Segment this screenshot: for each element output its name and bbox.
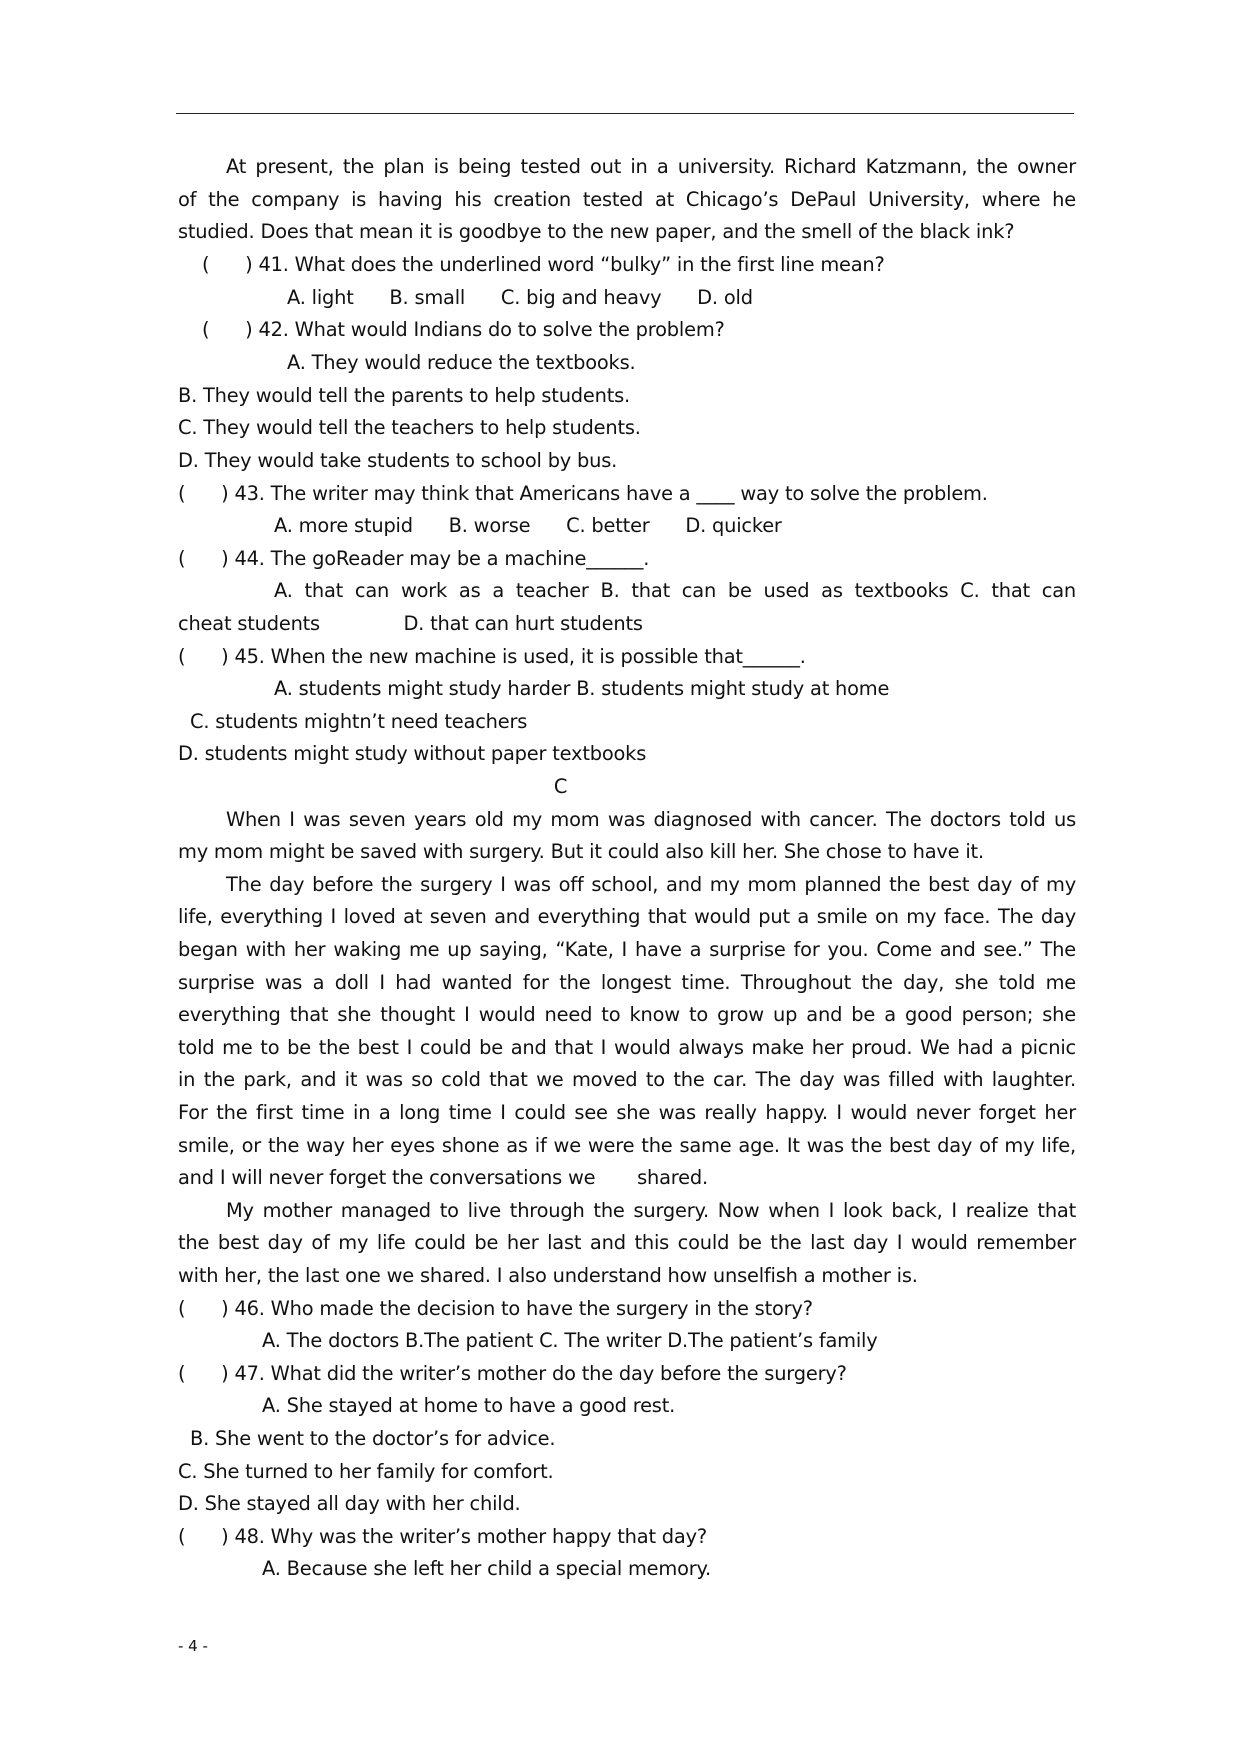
text-line: studied. Does that mean it is goodbye to the new paper, and the smell of the black ink? xyxy=(178,220,1015,243)
section-heading: C xyxy=(553,775,568,798)
text-line: ( ) 46. Who made the decision to have the surgery in the story? xyxy=(178,1297,813,1320)
text-line: ( ) 47. What did the writer’s mother do the day before the surgery? xyxy=(178,1362,847,1385)
text-line: C. They would tell the teachers to help students. xyxy=(178,416,641,439)
page-number: - 4 - xyxy=(178,1637,208,1655)
text-line: and I will never forget the conversations we shared. xyxy=(178,1166,708,1189)
text-line: ( ) 42. What would Indians do to solve the problem? xyxy=(202,318,725,341)
text-line: When I was seven years old my mom was diagnosed with cancer. The doctors told us xyxy=(226,808,1076,831)
text-line: ( ) 45. When the new machine is used, it is possible that______. xyxy=(178,645,806,668)
text-line: D. They would take students to school by bus. xyxy=(178,449,618,472)
text-line: ( ) 43. The writer may think that Americans have a ____ way to solve the problem. xyxy=(178,482,988,505)
text-line: A. students might study harder B. students might study at home xyxy=(274,677,890,700)
text-line: with her, the last one we shared. I also understand how unselfish a mother is. xyxy=(178,1264,918,1287)
header-rule xyxy=(176,113,1074,114)
text-line: B. They would tell the parents to help students. xyxy=(178,384,630,407)
text-line: ( ) 44. The goReader may be a machine______. xyxy=(178,547,650,570)
text-line: My mother managed to live through the surgery. Now when I look back, I realize that xyxy=(226,1199,1076,1222)
text-line: the best day of my life could be her last and this could be the last day I would remember xyxy=(178,1231,1076,1254)
text-line: my mom might be saved with surgery. But it could also kill her. She chose to have it. xyxy=(178,840,984,863)
text-line: cheat students D. that can hurt students xyxy=(178,612,643,635)
text-line: A. The doctors B.The patient C. The writer D.The patient’s family xyxy=(262,1329,878,1352)
text-line: of the company is having his creation tested at Chicago’s DePaul University, where he xyxy=(178,188,1076,211)
text-line: in the park, and it was so cold that we moved to the car. The day was filled with laughter. xyxy=(178,1068,1076,1091)
text-line: ( ) 41. What does the underlined word “bulky” in the first line mean? xyxy=(202,253,885,276)
text-line: everything that she thought I would need to know to grow up and be a good person; she xyxy=(178,1003,1076,1026)
text-line: The day before the surgery I was off school, and my mom planned the best day of my xyxy=(226,873,1076,896)
text-line: A. light B. small C. big and heavy D. old xyxy=(287,286,753,309)
text-line: C. She turned to her family for comfort. xyxy=(178,1460,554,1483)
text-line: C. students mightn’t need teachers xyxy=(190,710,528,733)
text-line: A. She stayed at home to have a good rest. xyxy=(262,1394,676,1417)
text-line: For the first time in a long time I could see she was really happy. I would never forget her xyxy=(178,1101,1076,1124)
text-line: smile, or the way her eyes shone as if we were the same age. It was the best day of my life, xyxy=(178,1134,1076,1157)
text-line: A. more stupid B. worse C. better D. quicker xyxy=(274,514,782,537)
text-line: A. They would reduce the textbooks. xyxy=(287,351,636,374)
text-line: life, everything I loved at seven and everything that would put a smile on my face. The day xyxy=(178,905,1076,928)
text-line: D. She stayed all day with her child. xyxy=(178,1492,521,1515)
text-line: D. students might study without paper textbooks xyxy=(178,742,647,765)
text-line: B. She went to the doctor’s for advice. xyxy=(190,1427,556,1450)
text-line: ( ) 48. Why was the writer’s mother happy that day? xyxy=(178,1525,707,1548)
text-line: began with her waking me up saying, “Kate, I have a surprise for you. Come and see.” The xyxy=(178,938,1076,961)
text-line: At present, the plan is being tested out in a university. Richard Katzmann, the owner xyxy=(226,155,1076,178)
text-line: surprise was a doll I had wanted for the longest time. Throughout the day, she told me xyxy=(178,971,1076,994)
text-line: A. Because she left her child a special memory. xyxy=(262,1557,712,1580)
text-line: told me to be the best I could be and that I would always make her proud. We had a picnic xyxy=(178,1036,1076,1059)
text-line: A. that can work as a teacher B. that can be used as textbooks C. that can xyxy=(274,579,1076,602)
